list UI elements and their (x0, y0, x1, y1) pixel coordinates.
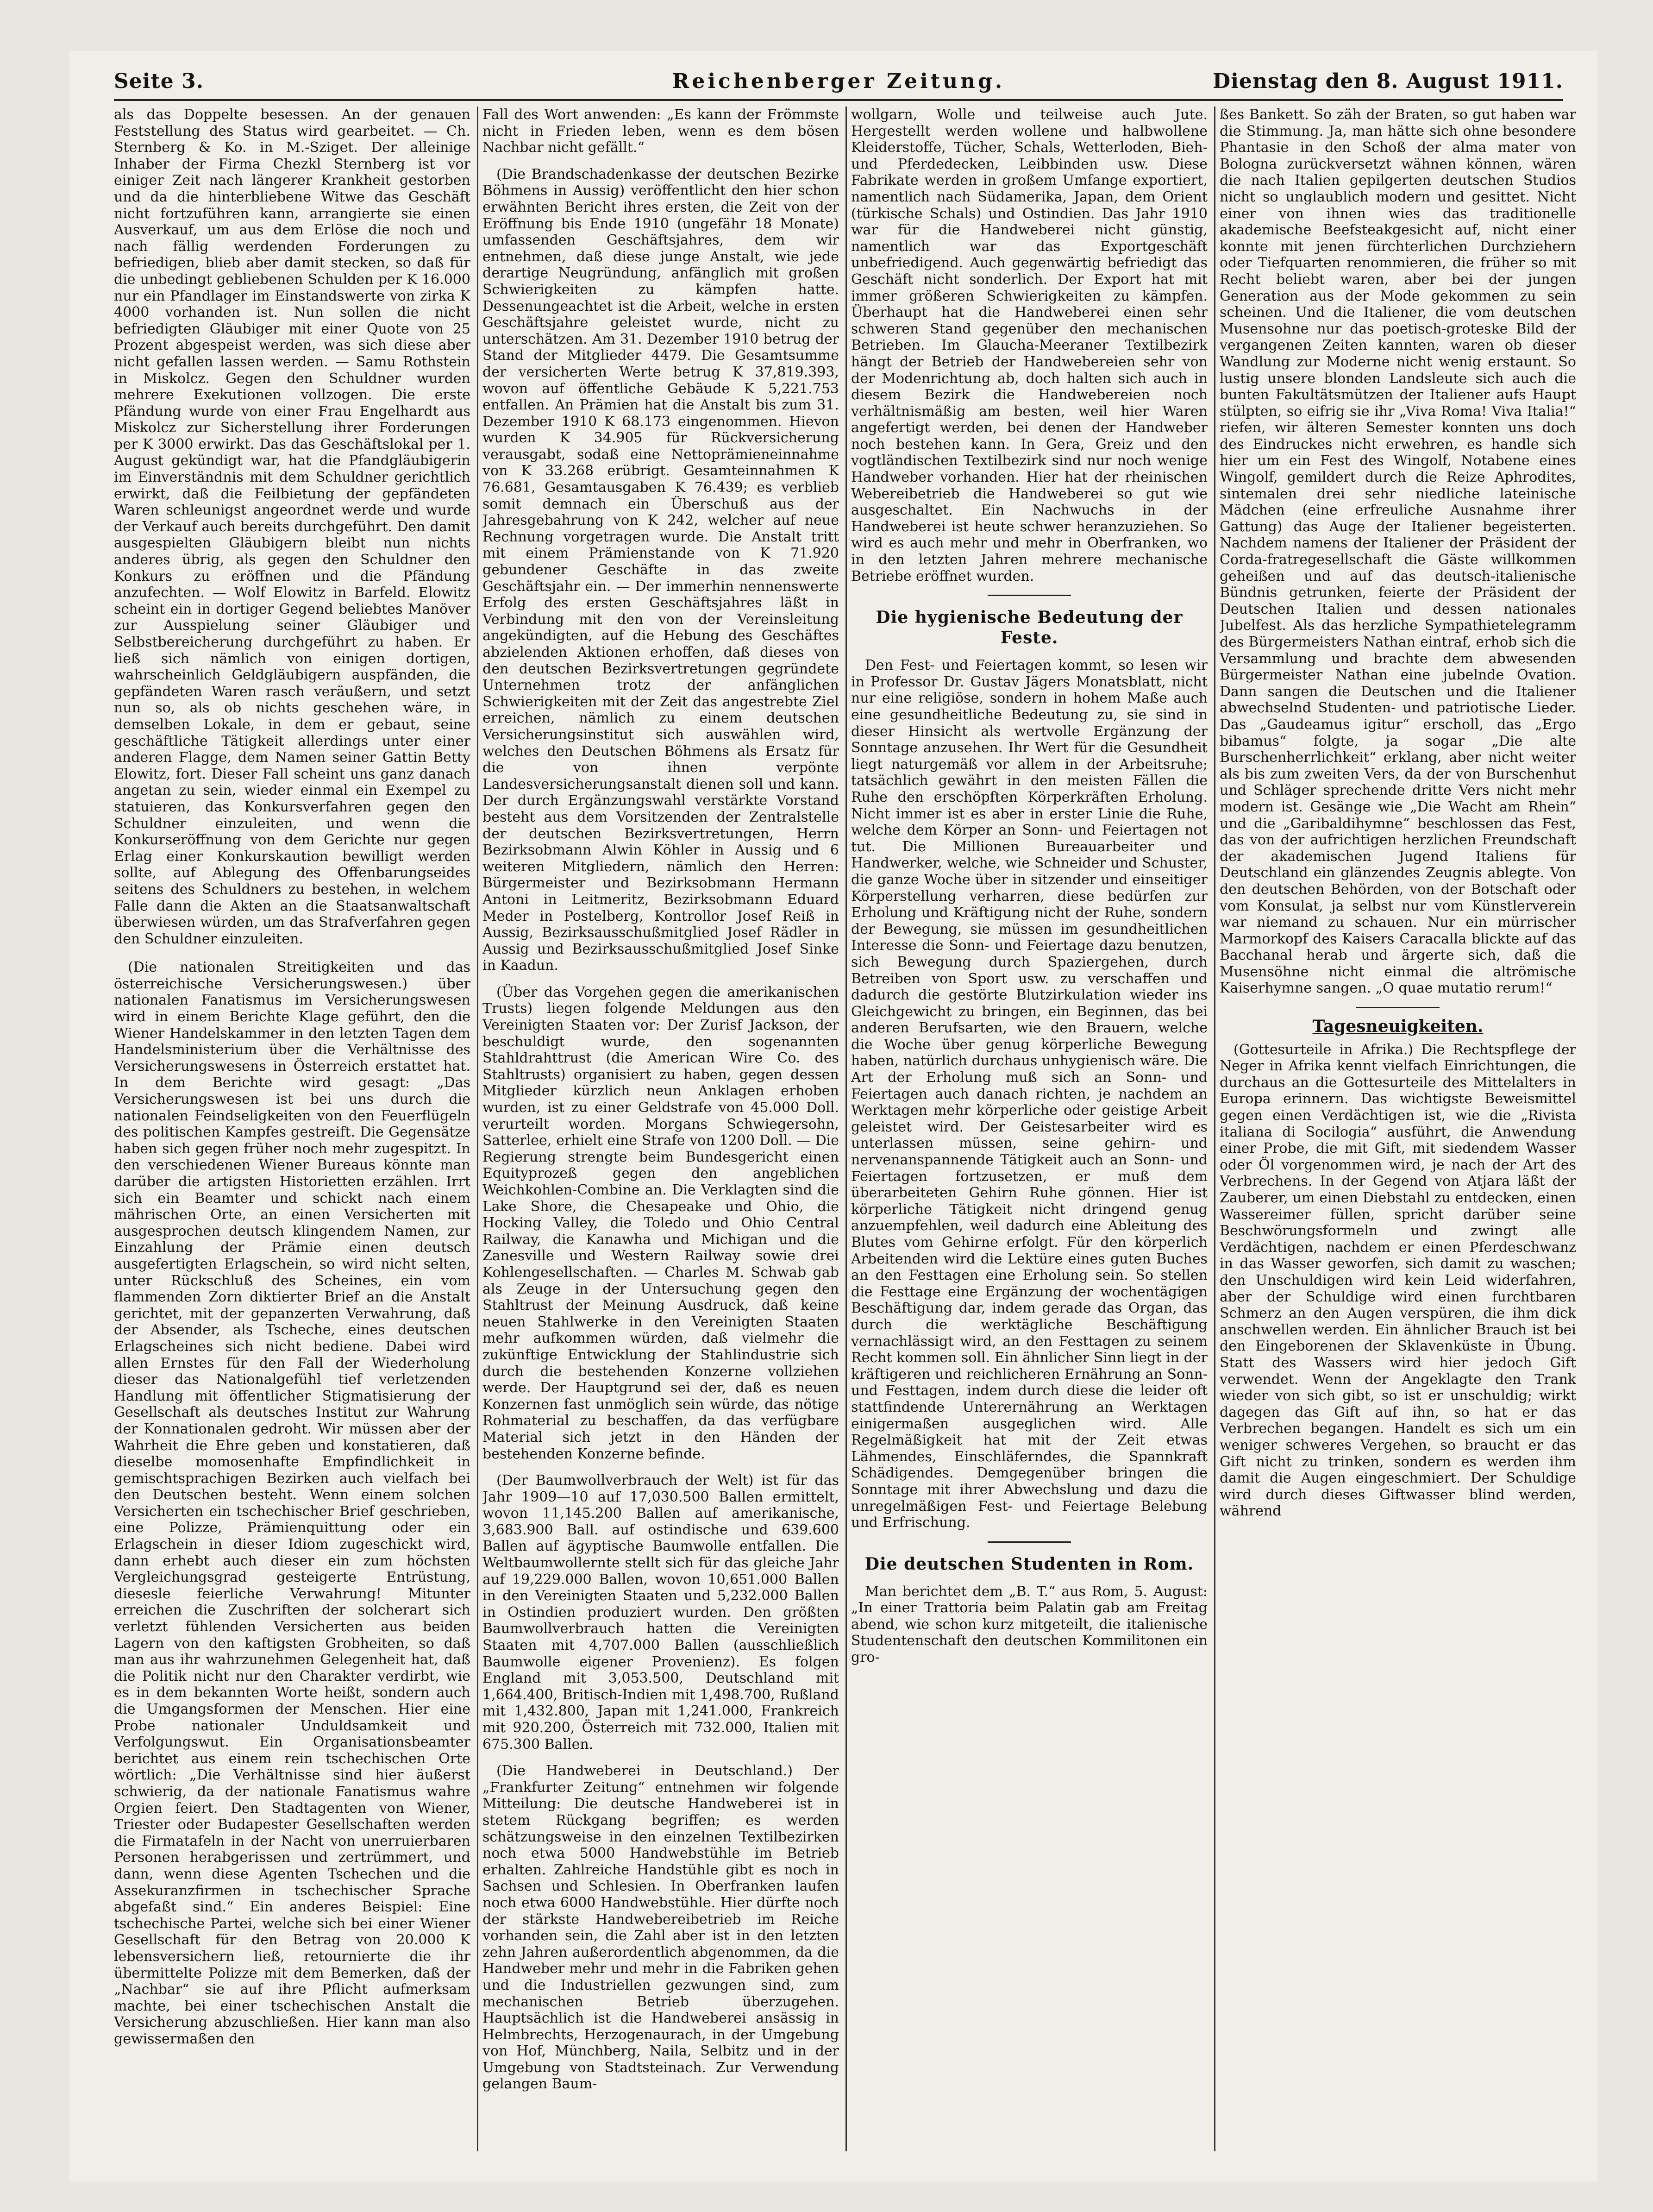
separator-rule (1356, 1007, 1440, 1008)
article-text: Fall des Wort anwenden: „Es kann der Frömmste nicht in Frieden leben, wenn es dem bösen Nachbar nicht gefällt.“ (482, 107, 839, 156)
issue-date: Dienstag den 8. August 1911. (1213, 69, 1563, 93)
newspaper-title: Reichenberger Zeitung. (672, 69, 1005, 93)
article-hygienische-bedeutung: Den Fest- und Feiertagen kommt, so lesen wir in Professor Dr. Gustav Jägers Monatsblatt, nicht nur eine religiöse, sondern in hohem Maße auch eine gesundheitliche Bedeutung zu, sie sind in dieser Hinsicht als wertvolle Ergänzung der Sonntage anzusehen. Ihr Wert für die Gesundheit liegt naturgemäß vor allem in der Arbeitsruhe; tatsächlich gewährt in den meisten Fällen die Ruhe den erschöpften Körperkräften Erholung. Nicht immer ist es aber in erster Linie die Ruhe, welche dem Körper an Sonn- und Feiertagen not tut. Die Millionen Bureauarbeiter und Handwerker, welche, wie Schneider und Schuster, die ganze Woche über in sitzender und einseitiger Körperstellung verharren, diese bedürfen zur Erholung und Kräftigung nicht der Ruhe, sondern der Bewegung, sie müssen im gesundheitlichen Interesse die Sonn- und Feiertage dazu benutzen, sich Bewegung durch Spaziergehen, durch Betreiben von Sport usw. zu verschaffen und dadurch die gestörte Blutzirkulation wieder ins Gleichgewicht zu bringen, ein Beginnen, das bei anderen Berufsarten, wie den Brauern, welche die Woche über genug körperliche Bewegung haben, natürlich durchaus unhygienisch wäre. Die Art der Erholung muß sich an Sonn- und Feiertagen auch danach richten, je nachdem an Werktagen mehr körperliche oder geistige Arbeit geleistet wird. Der Geistesarbeiter wird es unterlassen müssen, seine gehirn- und nervenanspannende Tätigkeit auch an Sonn- und Feiertagen fortzusetzen, er muß dem überarbeiteten Gehirn Ruhe gönnen. Hier ist körperliche Tätigkeit nicht dringend genug anzuempfehlen, weil dadurch eine Ableitung des Blutes vom Gehirne erfolgt. Für den körperlich Arbeitenden wird die Lektüre eines guten Buches an den Festtagen eine Erholung sein. So stellen die Festtage eine Ergänzung der wochentägigen Beschäftigung dar, indem gerade das Organ, das durch die werktägliche Beschäftigung vernachlässigt wird, an den Festtagen zu seinem Recht kommen soll. Ein ähnlicher Sinn liegt in der kräftigeren und reichlicheren Ernährung an Sonn- und Festtagen, indem durch diese die leider oft stattfindende Unterernährung an Werktagen einigermaßen ausgeglichen wird. Alle Regelmäßigkeit hat mit der Zeit etwas Lähmendes, Einschläferndes, die Spannkraft Schädigendes. Demgegenüber bringen die Sonntage mit ihrer Abwechslung und dazu die unregelmäßigen Fest- und Feiertage Belebung und Erfrischung. (851, 657, 1208, 1531)
column-3 (851, 107, 1208, 2151)
article-brandschadenkasse: (Die Brandschadenkasse der deutschen Bezirke Böhmens in Aussig) veröffentlicht den hier schon erwähnten Bericht ihres ersten, die Zeit von der Eröffnung bis Ende 1910 (ungefähr 18 Monate) umfassenden Geschäftsjahres, dem wir entnehmen, daß diese junge Anstalt, wie jede derartige Neugründung, anfänglich mit großen Schwierigkeiten zu kämpfen hatte. Dessenungeachtet ist die Arbeit, welche in ersten Geschäftsjahre geleistet wurde, nicht zu unterschätzen. Am 31. Dezember 1910 betrug der Stand der Mitglieder 4479. Die Gesamtsumme der versicherten Werte betrug K 37,819.393, wovon auf öffentliche Gebäude K 5,221.753 entfallen. An Prämien hat die Anstalt bis zum 31. Dezember 1910 K 68.173 eingenommen. Hievon wurden K 34.905 für Rückversicherung verausgabt, sodaß eine Nettoprämieneinnahme von K 33.268 erübrigt. Gesamteinnahmen K 76.681, Gesamtausgaben K 76.439; es verblieb somit demnach ein Überschuß aus der Jahresgebahrung von K 242, welcher auf neue Rechnung vorgetragen wurde. Die Anstalt tritt mit einem Prämienstande von K 71.920 gebundener Geschäfte in das zweite Geschäftsjahr ein. — Der immerhin nennenswerte Erfolg des ersten Geschäftsjahres läßt in Verbindung mit den von der Vereinsleitung angekündigten, auf die Hebung des Geschäftes abzielenden Aktionen erhoffen, daß dieses von den deutschen Bezirksvertretungen gegründete Unternehmen trotz der anfänglichen Schwierigkeiten mit der Zeit das angestrebte Ziel erreichen, nämlich zu einem deutschen Versicherungsinstitut sich auswählen wird, welches den Deutschen Böhmens als Ersatz für die von ihnen verpönte Landesversicherungsanstalt dienen soll und kann. Der durch Ergänzungswahl verstärkte Vorstand besteht aus dem Vorsitzenden der Zentralstelle der deutschen Bezirksvertretungen, Herrn Bezirksobmann Alwin Köhler in Aussig und 6 weiteren Mitgliedern, nämlich den Herren: Bürgermeister und Bezirksobmann Hermann Antoni in Leitmeritz, Bezirksobmann Eduard Meder in Postelberg, Kontrollor Josef Reiß in Aussig, Bezirksausschußmitglied Josef Rädler in Aussig und Bezirksausschußmitglied Josef Sinke in Kaadun. (482, 166, 839, 974)
article-amerikanische-trusts: (Über das Vorgehen gegen die amerikanischen Trusts) liegen folgende Meldungen aus den Vereinigten Staaten vor: Der Zurisf Jackson, der beschuldigt wurde, den sogenannten Stahldrahttrust (die American Wire Co. des Stahltrusts) organisiert zu haben, gegen dessen Mitglieder kürzlich neun Anklagen erhoben wurden, ist zu einer Geldstrafe von 45.000 Doll. verurteilt worden. Morgans Schwiegersohn, Satterlee, erhielt eine Strafe von 1200 Doll. — Die Regierung strengte beim Bundesgericht einen Equityprozeß gegen den angeblichen Weichkohlen-Combine an. Die Verklagten sind die Lake Shore, die Chesapeake und Ohio, die Hocking Valley, die Toledo und Ohio Central Railway, die Kanawha und Michigan und die Zanesville und Western Railway sowie drei Kohlengesellschaften. — Charles M. Schwab gab als Zeuge in der Untersuchung gegen den Stahltrust der Meinung Ausdruck, daß keine neuen Stahlwerke in den Vereinigten Staaten mehr aufkommen würden, daß vielmehr die zukünftige Entwicklung der Stahlindustrie sich durch die bestehenden Konzerne vollziehen werde. Der Hauptgrund sei der, daß es neuen Konzernen fast unmöglich sein würde, das nötige Rohmaterial zu beschaffen, da das verfügbare Material sich jetzt in den Händen der bestehenden Konzerne befinde. (482, 984, 839, 1462)
article-text: als das Doppelte besessen. An der genauen Feststellung des Status wird gearbeitet. — Ch. Sternberg & Ko. in M.-Sziget. Der alleinige Inhaber der Firma Chezkl Sternberg ist vor einiger Zeit nach längerer Krankheit gestorben und da die hinterbliebene Witwe das Geschäft nicht fortzuführen kann, arrangierte sie einen Ausverkauf, um aus dem Erlöse die noch und nach fällig werdenden Forderungen zu befriedigen, blieb aber damit stecken, so daß für die unbedingt gebliebenen Schulden per K 16.000 nur ein Pfandlager im Einstandswerte von zirka K 4000 vorhanden ist. Nun sollen die nicht befriedigten Gläubiger mit einer Quote von 25 Prozent abgespeist werden, was sich diese aber nicht gefallen lassen werden. — Samu Rothstein in Miskolcz. Gegen den Schuldner wurden mehrere Exekutionen vollzogen. Die erste Pfändung wurde von einer Frau Engelhardt aus Miskolcz zur Sicherstellung ihrer Forderungen per K 3000 erwirkt. Das das Geschäftslokal per 1. August gekündigt war, hat die Pfandgläubigerin im Einverständnis mit dem Schuldner gerichtlich erwirkt, daß die Feilbietung der gepfändeten Waren schleunigst angeordnet werde und wurde der Verkauf auch bereits durchgeführt. Den damit ausgespielten Gläubigern bleibt nun nichts anderes übrig, als gegen den Schuldner den Konkurs zu eröffnen und die Pfändung anzufechten. — Wolf Elowitz in Barfeld. Elowitz scheint ein in dortiger Gegend beliebtes Manöver zur Ausspielung seiner Gläubiger und Selbstbereicherung durchgeführt zu haben. Er ließ sich nämlich von einigen dortigen, wahrscheinlich Geldgläubigern auspfänden, die gepfändeten Waren rasch veräußern, und setzt nun so, als ob nichts geschehen wäre, in demselben Lokale, in dem er gebaut, seine geschäftliche Tätigkeit allerdings unter einer anderen Flagge, dem Namen seiner Gattin Betty Elowitz, fort. Dieser Fall scheint uns ganz danach angetan zu sein, wieder einmal ein Exempel zu statuieren, das Konkursverfahren gegen den Schuldner einzuleiten, und wenn die Konkurseröffnung von dem Gerichte nur gegen Erlag einer Konkurskaution bewilligt werden sollte, auf Ablegung des Offenbarungseides seitens des Schuldners zu bestehen, in welchem Falle dann die Akten an die Staatsanwaltschaft überwiesen würden, um das Strafverfahren gegen den Schuldner einzuleiten. (114, 107, 470, 947)
separator-rule (988, 1541, 1071, 1543)
headline-hygienische-bedeutung: Die hygienische Bedeutung der Feste. (876, 608, 1183, 648)
column-2 (482, 107, 839, 2151)
column-divider (1214, 107, 1215, 2151)
column-divider (477, 107, 478, 2151)
article-text: wollgarn, Wolle und teilweise auch Jute. Hergestellt werden wollene und halbwollene Kleiderstoffe, Tücher, Schals, Wetterloden, Bieh- und Pferdedecken, Leibbinden usw. Diese Fabrikate werden in großem Umfange exportiert, namentlich nach Südamerika, Japan, dem Orient (türkische Schals) und Ostindien. Das Jahr 1910 war für die Handweberei nicht günstig, namentlich war das Exportgeschäft unbefriedigend. Auch gegenwärtig befriedigt das Geschäft nicht sonderlich. Der Export hat mit immer größeren Schwierigkeiten zu kämpfen. Überhaupt hat die Handweberei einen sehr schweren Stand gegenüber den mechanischen Betrieben. Im Glaucha-Meeraner Textilbezirk hängt der Betrieb der Handwebereien sehr von der Modenrichtung ab, doch halten sich auch in diesem Bezirk die Handwebereien noch verhältnismäßig am besten, weil hier Waren angefertigt werden, bei denen der Handweber noch bestehen kann. In Gera, Greiz und den vogtländischen Textilbezirk sind nur noch wenige Handweber vorhanden. Hier hat der rheinischen Webereibetrieb die Handweberei so gut wie ausgeschaltet. Ein Nachwuchs in der Handweberei ist heute schwer heranzuziehen. So wird es auch mehr und mehr in Oberfranken, wo in den letzten Jahren mehrere mechanische Betriebe eröffnet wurden. (851, 107, 1208, 584)
section-title-tagesneuigkeiten: Tagesneuigkeiten. (1312, 1017, 1484, 1037)
article-handweberei: (Die Handweberei in Deutschland.) Der „Frankfurter Zeitung“ entnehmen wir folgende Mitteilung: Die deutsche Handweberei ist in stetem Rückgang begriffen; es werden schätzungsweise in den einzelnen Textilbezirken noch etwa 5000 Handwebstühle im Betrieb erhalten. Zahlreiche Handstühle gibt es noch in Sachsen und Schlesien. In Oberfranken laufen noch etwa 6000 Handwebstühle. Hier dürfte noch der stärkste Handwebereibetrieb im Reiche vorhanden sein, die Zahl aber ist in den letzten zehn Jahren außerordentlich abgenommen, da die Handweber mehr und mehr in die Fabriken gehen und die Industriellen gezwungen sind, zum mechanischen Betrieb überzugehen. Hauptsächlich ist die Handweberei ansässig in Helmbrechts, Herzogenaurach, in der Umgebung von Hof, Münchberg, Naila, Selbitz und in der Umgebung von Stadtsteinach. Zur Verwendung gelangen Baum- (482, 1763, 839, 2093)
page-number: Seite 3. (114, 69, 204, 93)
article-text: ßes Bankett. So zäh der Braten, so gut haben war die Stimmung. Ja, man hätte sich ohne besondere Phantasie in den Schoß der alma mater von Bologna zurückversetzt wähnen können, wären die nach Italien gepilgerten deutschen Studios nicht so unglaublich modern und gesittet. Nicht einer von ihnen wies das traditionelle akademische Beefsteakgesicht auf, nicht einer konnte mit jenen fürchterlichen Durchziehern oder Tiefquarten renommieren, die früher so mit Recht beliebt waren, aber bei der jungen Generation aus der Mode gekommen zu sein scheinen. Und die Italiener, die vom deutschen Musensohne nur das poetisch-groteske Bild der vergangenen Zeiten kannten, waren ob dieser Wandlung zur Moderne nicht wenig erstaunt. So lustig unsere blonden Landsleute sich auch die bunten Fakultätsmützen der Italiener aufs Haupt stülpten, so eifrig sie ihr „Viva Roma! Viva Italia!“ riefen, wir älteren Semester konnten uns doch des Eindruckes nicht erwehren, es handle sich hier um ein Fest des Wingolf, Notabene eines Wingolf, gemildert durch die Reize Aphrodites, sintemalen drei sehr niedliche lateinische Mädchen (eine erfreuliche Ausnahme ihrer Gattung) das Auge der Italiener begeisterten. Nachdem namens der Italiener der Präsident der Corda-fratregesellschaft die Gäste willkommen geheißen und auf das deutsch-italienische Bündnis getrunken, feierte der Präsident der Deutschen Italien und dessen nationales Jubelfest. Als das herzliche Sympathietelegramm des Bürgermeisters Nathan eintraf, erhob sich die Versammlung und brachte dem abwesenden Bürgermeister Nathan eine jubelnde Ovation. Dann sangen die Deutschen und die Italiener abwechselnd Studenten- und patriotische Lieder. Das „Gaudeamus igitur“ erscholl, das „Ergo bibamus“ folgte, ja sogar „Die alte Burschenherrlichkeit“ erklang, aber nicht weiter als bis zum zweiten Vers, da der von Burschenhut und Schläger sprechende dritte Vers nicht mehr modern ist. Gesänge wie „Die Wacht am Rhein“ und die „Garibaldihymne“ beschlossen das Fest, das von der aufrichtigen herzlichen Freundschaft der akademischen Jugend Italiens für Deutschland ein glänzendes Zeugnis ablegte. Von den deutschen Behörden, von der Botschaft oder vom Konsulat, ja selbst nur vom Künstlerverein war niemand zu schauen. Nur ein mürrischer Marmorkopf des Kaisers Caracalla blickte auf das Bacchanal herab und ärgerte sich, daß die Musensöhne nicht einmal die altrömische Kaiserhymne sangen. „O quae mutatio rerum!“ (1220, 107, 1576, 997)
article-nationale-streitigkeiten: (Die nationalen Streitigkeiten und das österreichische Versicherungswesen.) über nationalen Fanatismus im Versicherungswesen wird in einem Berichte Klage geführt, den die Wiener Handelskammer in den letzten Tagen dem Handelsministerium über die Verhältnisse des Versicherungswesens in Österreich erstattet hat. In dem Berichte wird gesagt: „Das Versicherungswesen ist bei uns durch die nationalen Feindseligkeiten von den Feuerflügeln des politischen Kampfes gestreift. Die Gegensätze haben sich gegen früher noch mehr zugespitzt. In den verschiedenen Wiener Bureaus könnte man darüber die artigsten Historietten erzählen. Irrt sich ein Beamter und schickt nach einem mährischen Orte, an einen Versicherten mit ausgesprochen deutsch klingendem Namen, zur Einzahlung der Prämie einen deutsch ausgefertigten Erlagschein, so wird nicht selten, unter Rückschluß des Scheines, ein vom flammenden Zorn diktierter Brief an die Anstalt gerichtet, mit der gepanzerten Verwahrung, daß der Absender, als Tscheche, eines deutschen Erlagscheines sich nicht bediene. Dabei wird allen Ernstes für den Fall der Wiederholung dieser das Nationalgefühl tief verletzenden Handlung mit öffentlicher Stigmatisierung der Gesellschaft als deutsches Institut zur Wahrung der Konnationalen gedroht. Wir müssen aber der Wahrheit die Ehre geben und konstatieren, daß dieselbe momosenhafte Empfindlichkeit in gemischtsprachigen Bezirken auch vielfach bei den Deutschen besteht. Wenn einem solchen Versicherten ein tschechischer Brief geschrieben, eine Polizze, Prämienquittung oder ein Erlagschein in dieser Idiom zugeschickt wird, dann erhebt auch dieser ein zum höchsten Vergleichungsgrad gesteigerte Entrüstung, diesesle feierliche Verwahrung! Mitunter erreichen die Zuschriften der solcherart sich verletzt fühlenden Versicherten aus beiden Lagern von den kaftigsten Grobheiten, so daß man aus ihr wahrzunehmen Gelegenheit hat, daß die Politik nicht nur den Charakter verdirbt, wie es in dem bekannten Worte heißt, sondern auch die Umgangsformen der Menschen. Hier eine Probe nationaler Unduldsamkeit und Verfolgungswut. Ein Organisationsbeamter berichtet aus einem rein tschechischen Orte wörtlich: „Die Verhältnisse sind hier äußerst schwierig, da der nationale Fanatismus wahre Orgien feiert. Den Stadtagenten von Wiener, Triester oder Budapester Gesellschaften werden die Firmatafeln in der Nacht von unerruierbaren Personen herabgerissen und zertrümmert, und dann, wenn diese Agenten Tschechen und die Assekuranzfirmen in tschechischer Sprache abgefaßt sind.“ Ein anderes Beispiel: Eine tschechische Partei, welche sich bei einer Wiener Gesellschaft für den Betrag von 20.000 K lebensversichern ließ, retournierte die ihr übermittelte Polizze mit dem Bemerken, daß der „Nachbar“ sie auf ihre Pflicht aufmerksam machte, bei einer tschechischen Anstalt die Versicherung abzuschließen. Hier kann man also gewissermaßen den (114, 959, 470, 2047)
page-header (114, 68, 1563, 95)
column-4 (1220, 107, 1576, 2151)
article-gottesurteile: (Gottesurteile in Afrika.) Die Rechtspflege der Neger in Afrika kennt vielfach Einrichtungen, die durchaus an die Gottesurteile des Mittelalters in Europa erinnern. Das wichtigste Beweismittel gegen einen Verdächtigen ist, wie die „Rivista italiana di Socilogia“ ausführt, die Anwendung einer Probe, die mit Gift, mit siedendem Wasser oder Öl vorgenommen wird, je nach der Art des Verbrechens. In der Gegend von Atjara läßt der Zauberer, um einen Diebstahl zu entdecken, einen Wassereimer füllen, spricht darüber seine Beschwörungsformeln und zwingt alle Verdächtigen, nachdem er einen Pferdeschwanz in das Wasser geworfen, sich damit zu waschen; den Unschuldigen wird kein Leid widerfahren, aber der Schuldige wird einen furchtbaren Schmerz an den Augen verspüren, die ihm dick anschwellen werden. Ein ähnlicher Brauch ist bei den Eingeborenen der Sklavenküste in Übung. Statt des Wassers wird hier jedoch Gift verwendet. Wenn der Angeklagte den Trank wieder von sich gibt, so ist er unschuldig; wirkt dagegen das Gift auf ihn, so hat er das Verbrechen begangen. Handelt es sich um ein weniger schweres Vergehen, so braucht er das Gift nicht zu trinken, sondern es werden ihm damit die Augen eingeschmiert. Der Schuldige wird durch dieses Giftwasser blind werden, während (1220, 1041, 1576, 1520)
article-baumwollverbrauch: (Der Baumwollverbrauch der Welt) ist für das Jahr 1909—10 auf 17,030.500 Ballen ermittelt, wovon 11,145.200 Ballen auf amerikanische, 3,683.900 Ball. auf ostindische und 639.600 Ballen auf ägyptische Baumwolle entfallen. Die Weltbaumwollernte stellt sich für das gleiche Jahr auf 19,229.000 Ballen, wovon 10,651.000 Ballen in den Vereinigten Staaten und 5,232.000 Ballen in Ostindien produziert wurden. Den größten Baumwollverbrauch hatten die Vereinigten Staaten mit 4,707.000 Ballen (ausschließlich Baumwolle eigener Provenienz). Es folgen England mit 3,053.500, Deutschland mit 1,664.400, Britisch-Indien mit 1,498.700, Rußland mit 1,432.800, Japan mit 1,241.000, Frankreich mit 920.200, Österreich mit 732.000, Italien mit 675.300 Ballen. (482, 1472, 839, 1753)
header-rule (114, 99, 1563, 101)
newspaper-page (69, 51, 1597, 2181)
separator-rule (988, 595, 1071, 596)
column-1 (114, 107, 470, 2151)
column-divider (845, 107, 847, 2151)
article-studenten-in-rom: Man berichtet dem „B. T.“ aus Rom, 5. August: „In einer Trattoria beim Palatin gab am Freitag abend, wie schon kurz mitgeteilt, die italienische Studentenschaft den deutschen Kommilitonen ein gro- (851, 1583, 1208, 1666)
headline-studenten-in-rom: Die deutschen Studenten in Rom. (864, 1554, 1194, 1574)
